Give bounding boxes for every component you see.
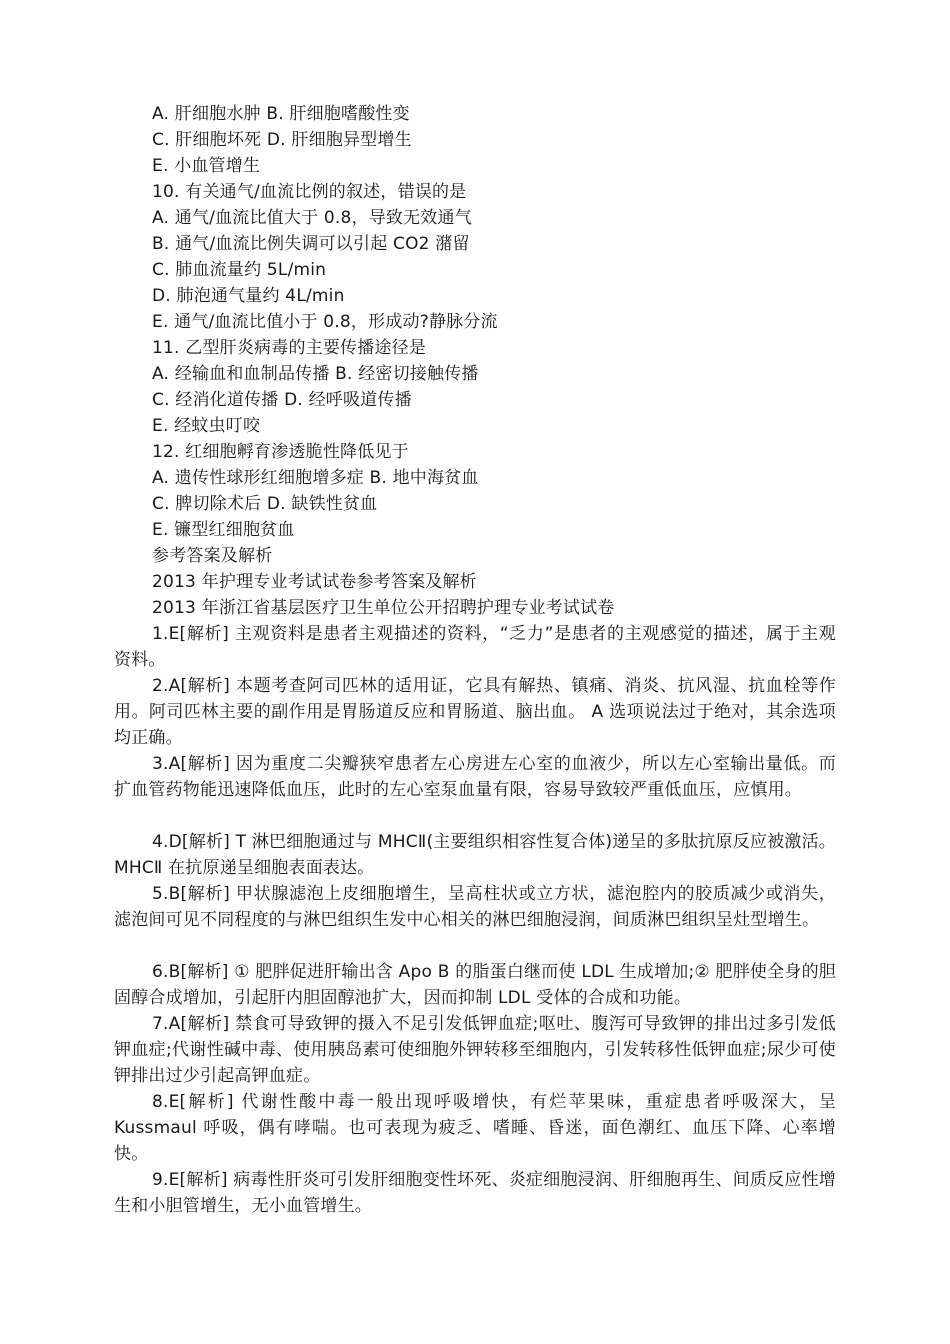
answer-title: 2013 年护理专业考试试卷参考答案及解析: [152, 572, 477, 592]
answer-8: 8.E[解析] 代谢性酸中毒一般出现呼吸增快，有烂苹果味，重症患者呼吸深大，呈 Kussmaul 呼吸，偶有哮喘。也可表现为疲乏、嗜睡、昏迷，面色潮红、血压下降、心率增快。: [114, 1092, 836, 1164]
answer-7: 7.A[解析] 禁食可导致钾的摄入不足引发低钾血症;呕吐、腹泻可导致钾的排出过多引发低钾血症;代谢性碱中毒、使用胰岛素可使细胞外钾转移至细胞内，引发转移性低钾血症;尿少可使钾排出过少引起高钾血症。: [114, 1014, 836, 1086]
q10-option-c: C. 肺血流量约 5L/min: [152, 260, 327, 280]
q9-option-ab: A. 肝细胞水肿 B. 肝细胞嗜酸性变: [152, 104, 410, 124]
answer-6: 6.B[解析] ① 肥胖促进肝输出含 Apo B 的脂蛋白继而使 LDL 生成增加;② 肥胖使全身的胆固醇合成增加，引起肝内胆固醇池扩大，因而抑制 LDL 受体的合成和功能。: [114, 962, 836, 1008]
answer-9: 9.E[解析] 病毒性肝炎可引发肝细胞变性坏死、炎症细胞浸润、肝细胞再生、间质反应性增生和小胆管增生，无小血管增生。: [114, 1170, 836, 1216]
q11-option-e: E. 经蚊虫叮咬: [152, 416, 261, 436]
answer-3: 3.A[解析] 因为重度二尖瓣狭窄患者左心房进左心室的血液少，所以左心室输出量低。而扩血管药物能迅速降低血压，此时的左心室泵血量有限，容易导致较严重低血压，应慎用。: [114, 754, 836, 800]
q11-option-ab: A. 经输血和血制品传播 B. 经密切接触传播: [152, 364, 479, 384]
q10-option-a: A. 通气/血流比值大于 0.8，导致无效通气: [152, 208, 472, 228]
q12-option-e: E. 镰型红细胞贫血: [152, 520, 295, 540]
q11-option-cd: C. 经消化道传播 D. 经呼吸道传播: [152, 390, 412, 410]
reference-heading: 参考答案及解析: [152, 546, 273, 566]
q10-option-e: E. 通气/血流比值小于 0.8，形成动?静脉分流: [152, 312, 498, 332]
q11-stem: 11. 乙型肝炎病毒的主要传播途径是: [152, 338, 427, 358]
answer-5: 5.B[解析] 甲状腺滤泡上皮细胞增生，呈高柱状或立方状，滤泡腔内的胶质减少或消失，滤泡间可见不同程度的与淋巴组织生发中心相关的淋巴细胞浸润，间质淋巴组织呈灶型增生。: [114, 884, 836, 930]
q10-option-b: B. 通气/血流比例失调可以引起 CO2 潴留: [152, 234, 470, 254]
q10-stem: 10. 有关通气/血流比例的叙述，错误的是: [152, 182, 467, 202]
q12-stem: 12. 红细胞孵育渗透脆性降低见于: [152, 442, 409, 462]
q10-option-d: D. 肺泡通气量约 4L/min: [152, 286, 345, 306]
exam-title: 2013 年浙江省基层医疗卫生单位公开招聘护理专业考试试卷: [152, 598, 615, 618]
answer-4: 4.D[解析] T 淋巴细胞通过与 MHCⅡ(主要组织相容性复合体)递呈的多肽抗原反应被激活。MHCⅡ 在抗原递呈细胞表面表达。: [114, 832, 836, 878]
q9-option-cd: C. 肝细胞坏死 D. 肝细胞异型增生: [152, 130, 412, 150]
q9-option-e: E. 小血管增生: [152, 156, 261, 176]
answer-1: 1.E[解析] 主观资料是患者主观描述的资料，“乏力”是患者的主观感觉的描述，属于主观资料。: [114, 624, 836, 670]
answer-2: 2.A[解析] 本题考查阿司匹林的适用证，它具有解热、镇痛、消炎、抗风湿、抗血栓等作用。阿司匹林主要的副作用是胃肠道反应和胃肠道、脑出血。 A 选项说法过于绝对，其余选项均正确。: [114, 676, 836, 748]
q12-option-ab: A. 遗传性球形红细胞增多症 B. 地中海贫血: [152, 468, 479, 488]
q12-option-cd: C. 脾切除术后 D. 缺铁性贫血: [152, 494, 378, 514]
